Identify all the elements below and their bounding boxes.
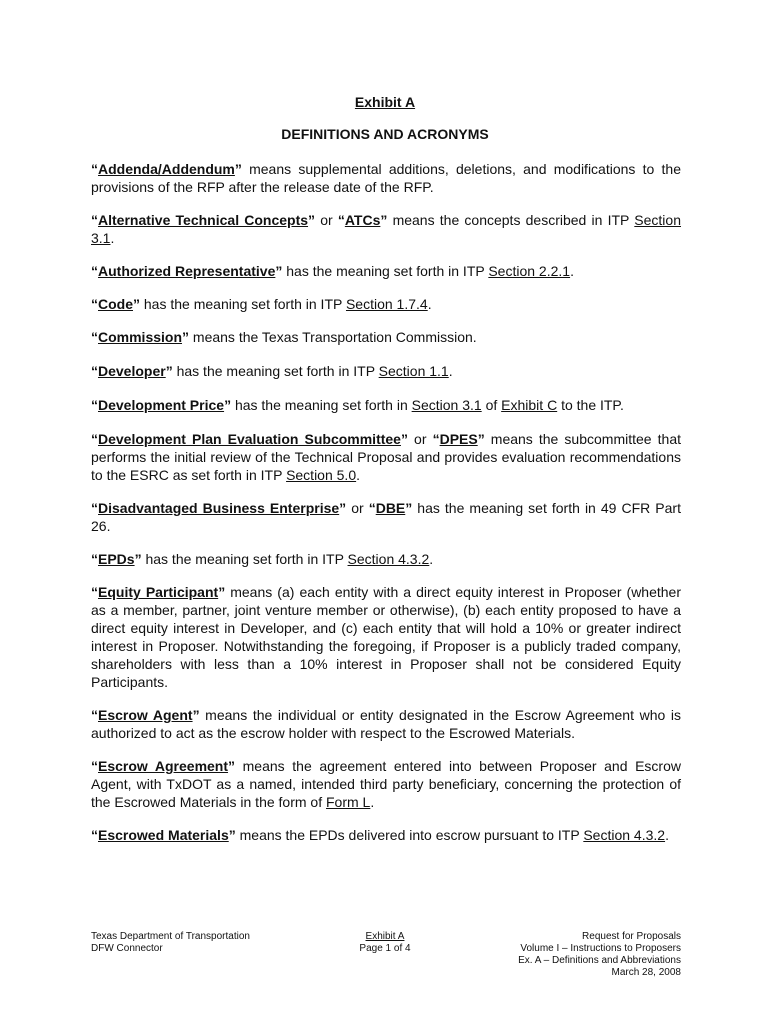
definition-text: has the meaning set forth in <box>231 397 412 413</box>
footer-center <box>320 931 450 955</box>
section-reference: Section 1.1 <box>378 363 449 379</box>
definition-text: to the ITP. <box>557 397 624 413</box>
section-reference: Section 1.7.4 <box>345 296 428 312</box>
footer-volume: Volume I – Instructions to Proposers <box>520 943 681 954</box>
footer-date: March 28, 2008 <box>611 967 681 978</box>
defined-term: Authorized Representative <box>98 263 276 279</box>
quote-mark: ” <box>400 431 408 447</box>
definition-text: has the meaning set forth in ITP <box>282 263 489 279</box>
defined-term: Escrow Agent <box>98 707 193 723</box>
defined-term: Development Price <box>98 397 225 413</box>
quote-mark: “ <box>91 431 98 447</box>
defined-term: Escrow Agreement <box>98 758 229 774</box>
definition-text: of <box>481 397 502 413</box>
definition-item <box>91 362 681 380</box>
definition-item <box>91 757 681 811</box>
quote-mark: ” <box>228 758 236 774</box>
defined-term: Alternative Technical Concepts <box>98 212 309 228</box>
quote-mark: ” <box>234 161 242 177</box>
footer-exhibit-desc: Ex. A – Definitions and Abbreviations <box>518 955 681 966</box>
section-reference: Section 3.1 <box>91 212 681 246</box>
definition-text: . <box>427 296 432 312</box>
quote-mark: ” <box>275 263 283 279</box>
footer-right <box>518 931 681 979</box>
quote-mark: “ <box>91 363 98 379</box>
definition-text: or <box>407 431 433 447</box>
quote-mark: ” <box>228 827 236 843</box>
defined-term: Disadvantaged Business Enterprise <box>98 500 340 516</box>
definition-text: . <box>570 263 574 279</box>
section-reference: Section 2.2.1 <box>488 263 571 279</box>
definition-text: means (a) each entity with a direct equity interest in Proposer (whether as a member, partner, joint venture member or otherwise), (b) each entity proposed to have a direct equity interest in Developer, and (c) each entity that will hold a 10% or greater indirect interest in Proposer. Notwithstanding the foregoing, if Proposer is a publicly traded company, shareholders with less than a 10% interest in Proposer shall not be considered Equity Participants. <box>91 584 682 690</box>
footer-agency: Texas Department of Transportation <box>91 931 250 942</box>
quote-mark: ” <box>308 212 316 228</box>
section-reference: Form L <box>326 794 371 810</box>
footer-exhibit: Exhibit A <box>365 931 405 942</box>
definition-text: means the Texas Transportation Commission. <box>189 329 477 345</box>
quote-mark: “ <box>91 584 98 600</box>
quote-mark: “ <box>91 827 98 843</box>
section-reference: Exhibit C <box>501 397 558 413</box>
quote-mark: “ <box>337 212 345 228</box>
definition-text: has the meaning set forth in 49 CFR Part 26. <box>91 500 681 534</box>
definition-item <box>91 262 681 280</box>
defined-term: DPES <box>439 431 478 447</box>
quote-mark: ” <box>218 584 226 600</box>
quote-mark: “ <box>91 329 98 345</box>
definition-text: . <box>448 363 453 379</box>
section-reference: Section 5.0 <box>286 467 357 483</box>
quote-mark: “ <box>368 500 376 516</box>
defined-term: Escrowed Materials <box>98 827 229 843</box>
quote-mark: “ <box>91 296 98 312</box>
definition-text: . <box>370 794 375 810</box>
definition-text: . <box>429 551 434 567</box>
quote-mark: “ <box>91 161 98 177</box>
defined-term: Commission <box>98 329 183 345</box>
definition-text: or <box>346 500 369 516</box>
definitions-list <box>91 160 681 859</box>
footer-left <box>91 931 250 955</box>
quote-mark: ” <box>224 397 232 413</box>
quote-mark: ” <box>477 431 485 447</box>
definition-text: . <box>110 230 115 246</box>
defined-term: Addenda/Addendum <box>98 161 235 177</box>
definition-text: has the meaning set forth in ITP <box>141 551 348 567</box>
exhibit-title: Exhibit A <box>354 94 416 110</box>
quote-mark: ” <box>182 329 190 345</box>
section-reference: Section 4.3.2 <box>583 827 666 843</box>
defined-term: Development Plan Evaluation Subcommittee <box>98 431 401 447</box>
definition-text: means the agreement entered into between Proposer and Escrow Agent, with TxDOT as a named, intended third party beneficiary, concerning the protection of the Escrowed Materials in the form of <box>91 758 681 810</box>
definition-item <box>91 583 681 691</box>
definition-item <box>91 550 681 568</box>
definition-text: . <box>665 827 669 843</box>
definition-text: means the EPDs delivered into escrow pursuant to ITP <box>235 827 584 843</box>
definition-item <box>91 295 681 313</box>
footer-rfp: Request for Proposals <box>582 931 681 942</box>
quote-mark: ” <box>380 212 388 228</box>
quote-mark: “ <box>91 500 98 516</box>
definition-text: has the meaning set forth in ITP <box>172 363 379 379</box>
definition-text: or <box>315 212 338 228</box>
defined-term: Code <box>98 296 133 312</box>
quote-mark: ” <box>192 707 200 723</box>
definition-item <box>91 826 681 844</box>
page-title: DEFINITIONS AND ACRONYMS <box>281 126 489 142</box>
quote-mark: ” <box>134 551 142 567</box>
definition-item <box>91 160 681 196</box>
definition-text: means the individual or entity designated in the Escrow Agreement who is authorized to act as the escrow holder with respect to the Escrowed Materials. <box>91 707 681 741</box>
quote-mark: ” <box>165 363 173 379</box>
defined-term: Developer <box>98 363 166 379</box>
section-reference: Section 4.3.2 <box>347 551 430 567</box>
quote-mark: “ <box>432 431 440 447</box>
quote-mark: “ <box>91 551 98 567</box>
definition-text: means the subcommittee that performs the initial review of the Technical Proposal and provides evaluation recommendations to the ESRC as set forth in ITP <box>91 431 681 483</box>
quote-mark: ” <box>133 296 140 312</box>
definition-item <box>91 499 681 535</box>
section-reference: Section 3.1 <box>411 397 482 413</box>
definition-text: means supplemental additions, deletions, and modifications to the provisions of the RFP after the release date of the RFP. <box>91 161 681 195</box>
definition-item <box>91 706 681 742</box>
quote-mark: “ <box>91 263 98 279</box>
defined-term: ATCs <box>344 212 381 228</box>
defined-term: Equity Participant <box>98 584 219 600</box>
quote-mark: ” <box>339 500 347 516</box>
quote-mark: ” <box>405 500 413 516</box>
definition-item <box>91 211 681 247</box>
quote-mark: “ <box>91 758 98 774</box>
quote-mark: “ <box>91 212 98 228</box>
quote-mark: “ <box>91 707 98 723</box>
defined-term: EPDs <box>98 551 135 567</box>
defined-term: DBE <box>375 500 406 516</box>
quote-mark: “ <box>91 397 98 413</box>
definition-text: has the meaning set forth in ITP <box>140 296 346 312</box>
footer-project: DFW Connector <box>91 943 163 954</box>
definition-text: means the concepts described in ITP <box>387 212 635 228</box>
definition-text: . <box>356 467 361 483</box>
page-number: Page 1 of 4 <box>359 943 411 954</box>
definition-item <box>91 328 681 346</box>
definition-item <box>91 396 681 414</box>
definition-item <box>91 430 681 484</box>
